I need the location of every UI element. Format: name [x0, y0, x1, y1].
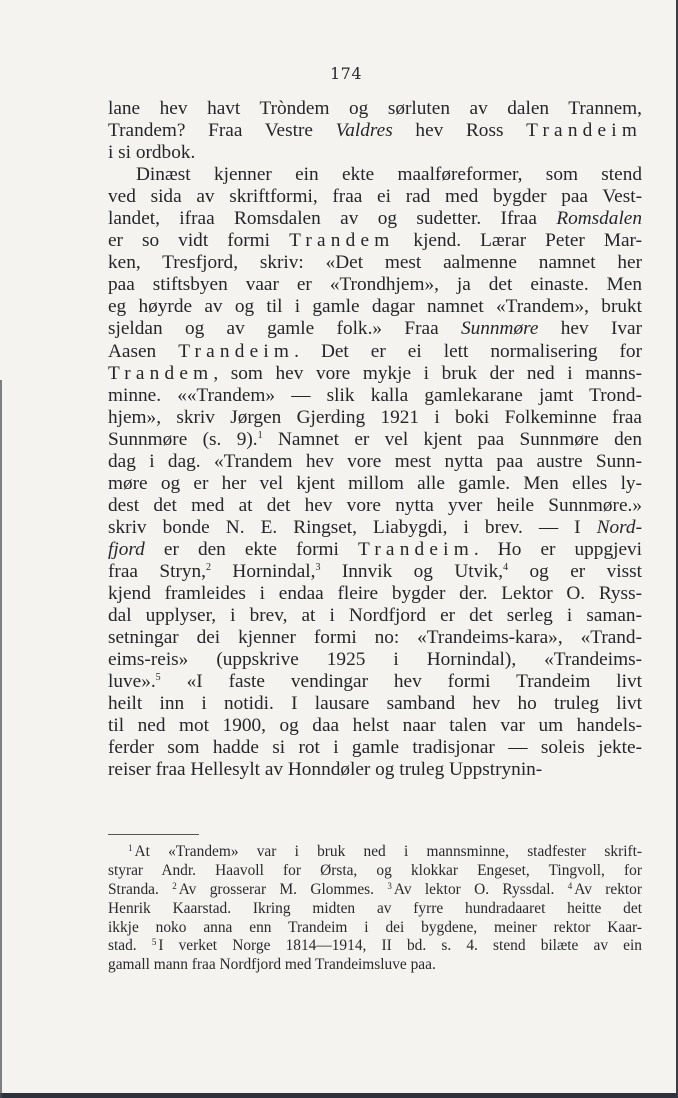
- footnote-reference: 3: [315, 561, 321, 573]
- page-number: 174: [329, 64, 363, 83]
- text-run: I verket Norge 1814—1914, II bd. s. 4. stend bilæte av ein: [158, 937, 642, 955]
- footnote-line: [108, 937, 642, 956]
- body-line: [108, 715, 642, 737]
- scan-edge-shadow: [0, 380, 2, 1098]
- body-line: [108, 693, 642, 715]
- text-run: gamall mann fraa Nordfjord med Trandeimsluve paa.: [108, 956, 436, 974]
- text-run: landet, ifraa Romsdalen av og sudetter. Ifraa: [108, 208, 557, 230]
- text-run: setningar dei kjenner formi no: «Trandeims-kara», «Trand-: [108, 627, 642, 649]
- text-run: Namnet er vel kjent paa Sunnmøre den: [262, 428, 642, 450]
- text-run: i si ordbok.: [108, 142, 196, 164]
- text-run: til ned mot 1900, og daa helst naar talen var um handels-: [108, 715, 642, 737]
- footnote-reference: 2: [206, 561, 211, 573]
- body-line: [108, 208, 642, 230]
- body-line: [108, 671, 642, 693]
- text-run: , som hev vore mykje i bruk der ned i manns-: [213, 362, 642, 384]
- italic-place-name: Sunnmøre: [460, 318, 539, 340]
- body-line: [108, 649, 642, 671]
- body-line: [108, 296, 642, 318]
- body-line: [108, 627, 642, 649]
- text-run: fraa Stryn,: [108, 560, 206, 582]
- text-run: hev Ross: [392, 120, 527, 142]
- footnote-line: [108, 843, 642, 862]
- footnote-line: [108, 900, 642, 919]
- italic-place-name: Romsdalen: [556, 208, 642, 230]
- spaced-emphasis: Trandeim: [178, 340, 295, 362]
- text-run: ikkje noko anna enn Trandeim i dei bygdene, meiner rektor Kaar-: [108, 918, 642, 936]
- text-run: er den ekte formi: [144, 538, 359, 560]
- text-run: eims-reis» (uppskrive 1925 i Hornindal), «Trandeims-: [108, 649, 642, 671]
- text-run: Av grosserar M. Glommes.: [178, 880, 388, 898]
- body-line: [108, 385, 642, 407]
- text-run: kjend framleides i endaa fleire bygder der. Lektor O. Ryss-: [108, 583, 642, 605]
- footnote-line: [108, 881, 642, 900]
- spaced-emphasis: Trandem: [108, 362, 214, 384]
- body-line: [108, 98, 642, 120]
- text-run: Stranda.: [108, 880, 173, 898]
- text-run: Henrik Kaarstad. Ikring midten av fyrre hundradaaret heitte det: [108, 899, 642, 917]
- footnote-divider: [108, 834, 199, 835]
- body-line: [108, 561, 642, 583]
- text-run: kjend. Lærar Peter Mar-: [394, 230, 642, 252]
- body-line: [108, 164, 642, 186]
- text-run: luve».: [108, 671, 156, 693]
- body-line: [108, 429, 642, 451]
- footnote-number: 1: [128, 843, 133, 853]
- spaced-emphasis: Trandem: [289, 230, 395, 252]
- text-run: heilt inn i notidi. I lausare samband hev ho truleg livt: [108, 693, 642, 715]
- text-run: dag i dag. «Trandem hev vore mest nytta paa austre Sunn-: [108, 450, 642, 472]
- text-run: ved sida av skriftformi, fraa ei rad med bygder paa Vest-: [108, 186, 642, 208]
- text-run: paa stiftsbyen vaar er «Trondhjem», ja det einaste. Men: [108, 274, 642, 296]
- text-run: eg høyrde av og til i gamle dagar namnet «Trandem», brukt: [108, 296, 642, 318]
- footnote-number: 5: [151, 937, 157, 948]
- text-run: . Ho er uppgjevi: [473, 538, 642, 560]
- text-run: Sunnmøre (s. 9).: [108, 428, 258, 450]
- body-line: [108, 252, 642, 274]
- text-run: Av rektor: [574, 880, 642, 898]
- text-run: og er visst: [508, 560, 642, 582]
- body-line: [108, 186, 642, 208]
- text-run: lane hev havt Tròndem og sørluten av dalen Trannem,: [108, 98, 642, 119]
- text-run: . Det er ei lett normalisering for: [294, 340, 642, 362]
- text-run: ferder som hadde si rot i gamle tradisjonar — soleis jekte-: [108, 737, 642, 759]
- text-run: Dinæst kjenner ein ekte maalføreformer, som stend: [136, 164, 642, 186]
- text-run: skriv bonde N. E. Ringset, Liabygdi, i brev. — I: [108, 516, 597, 538]
- text-run: «I faste vendingar hev formi Trandeim livt: [160, 671, 642, 693]
- body-line: [108, 473, 642, 495]
- body-line: [108, 274, 642, 296]
- text-run: ken, Tresfjord, skriv: «Det mest aalmenne namnet her: [108, 252, 642, 274]
- text-run: møre og er her vel kjent millom alle gamle. Men elles ly-: [108, 472, 642, 494]
- body-line: [108, 517, 642, 539]
- italic-place-name: fjord: [108, 538, 145, 560]
- body-line: [108, 341, 642, 363]
- body-line: [108, 451, 642, 473]
- body-line: [108, 605, 642, 627]
- spaced-emphasis: Trandeim: [358, 538, 474, 560]
- footnote-line: [108, 862, 642, 881]
- footnote-line: [108, 956, 642, 975]
- body-line: [108, 120, 642, 142]
- text-run: hjem», skriv Jørgen Gjerding 1921 i boki Folkeminne fraa: [108, 406, 642, 428]
- body-line: [108, 583, 642, 605]
- text-run: minne. ««Trandem» — slik kalla gamlekarane jamt Trond-: [108, 384, 642, 406]
- footnote-number: 3: [387, 880, 392, 891]
- text-run: Av lektor O. Ryssdal.: [393, 880, 568, 898]
- footnote-line: [108, 919, 642, 938]
- spaced-emphasis: Trandeim: [526, 120, 643, 142]
- body-line: [108, 759, 642, 781]
- text-run: Aasen: [108, 340, 179, 362]
- text-run: reiser fraa Hellesylt av Honndøler og truleg Uppstrynin-: [108, 759, 543, 781]
- footnote-number: 4: [567, 880, 573, 891]
- body-line: [108, 495, 642, 517]
- text-run: styrar Andr. Haavoll for Ørsta, og klokkar Engeset, Tingvoll, for: [108, 861, 642, 879]
- text-run: dal upplyser, i brev, at i Nordfjord er det serleg i saman-: [108, 605, 642, 627]
- text-run: Hornindal,: [211, 560, 316, 582]
- body-line: [108, 363, 642, 385]
- body-line: [108, 539, 642, 561]
- italic-place-name: Valdres: [335, 120, 393, 142]
- text-run: stad.: [108, 937, 152, 955]
- footnote-reference: 4: [503, 561, 509, 573]
- body-line: [108, 142, 642, 164]
- italic-place-name: Nord-: [596, 516, 642, 538]
- body-text: [108, 98, 642, 781]
- footnote-reference: 1: [257, 429, 263, 441]
- body-line: [108, 318, 642, 340]
- text-run: dest det med at det hev vore nytta yver heile Sunnmøre.»: [108, 494, 642, 516]
- text-run: At «Trandem» var i bruk ned i mannsminne, stadfester skrift-: [134, 843, 642, 860]
- body-line: [108, 407, 642, 429]
- footnotes: [108, 843, 642, 975]
- text-run: er so vidt formi: [108, 230, 290, 252]
- text-run: Innvik og Utvik,: [320, 560, 504, 582]
- body-line: [108, 737, 642, 759]
- text-run: hev Ivar: [538, 318, 642, 340]
- footnote-number: 2: [172, 880, 177, 891]
- body-line: [108, 230, 642, 252]
- text-run: sjeldan og av gamle folk.» Fraa: [108, 318, 461, 340]
- text-run: Trandem? Fraa Vestre: [108, 120, 336, 142]
- footnote-reference: 5: [155, 672, 161, 684]
